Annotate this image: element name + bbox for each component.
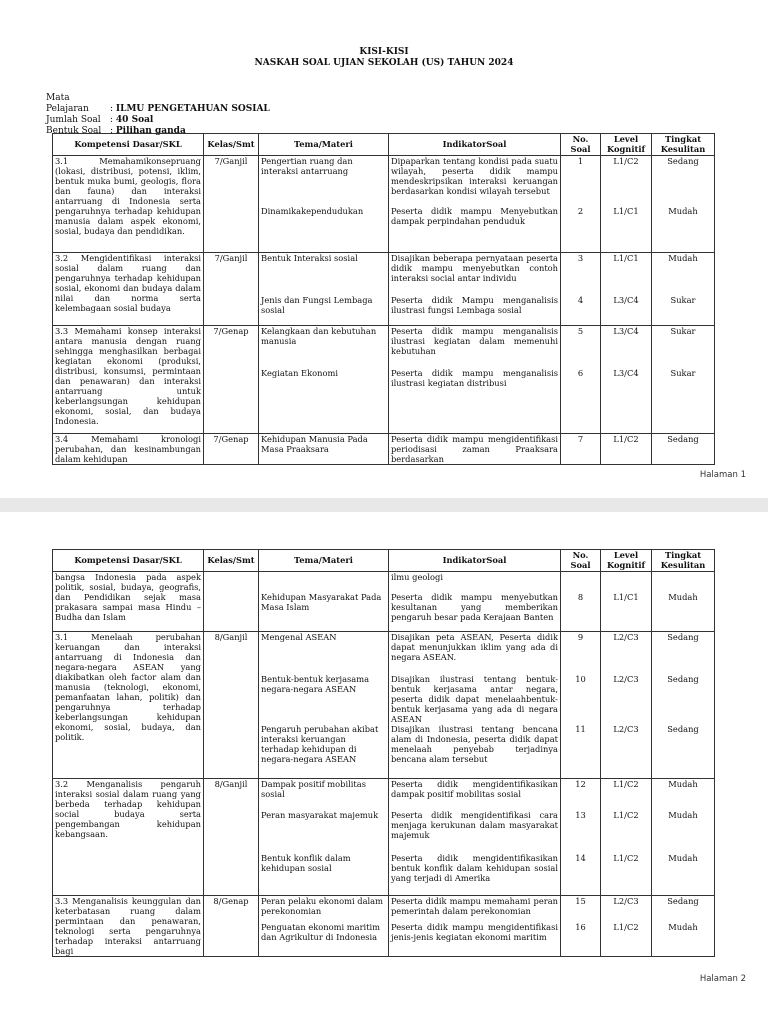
kd-cell: 3.1 Menelaah perubahan keruangan dan interaksi antarruang di Indonesia dan negara-negara ASEAN yang diakibatkan oleh factor alam dan manusia (teknologi, ekonomi, pemanfaatan lahan, politik) dan pengaruhnya terhadap keberlangsungan kehidupan ekonomi, sosial, budaya, dan politik. bbox=[53, 632, 204, 779]
kd-cell: 3.1 Memahamikonsepruang (lokasi, distribusi, potensi, iklim, bentuk muka bumi, geologis, flora dan fauna) dan interaksi antarruang di Indonesia serta pengaruhnya terhadap kehidupan manusia dalam aspek ekonomi, sosial, budaya dan pendidikan. bbox=[53, 156, 204, 253]
no-cell: 7 bbox=[561, 434, 601, 465]
no-cell: 8 bbox=[561, 572, 601, 632]
table-row bbox=[53, 779, 715, 896]
col-no-soal: No. Soal bbox=[561, 550, 601, 572]
tema-cell: Mengenal ASEAN Bentuk-bentuk kerjasama negara-negara ASEAN Pengaruh perubahan akibat interaksi keruangan terhadap kehidupan di negara-negara ASEAN bbox=[259, 632, 389, 779]
kelas-cell: 8/Ganjil bbox=[204, 632, 259, 779]
tema-cell: Dampak positif mobilitas sosial Peran masyarakat majemuk Bentuk konflik dalam kehidupan sosial bbox=[259, 779, 389, 896]
indikator-cell: Peserta didik mampu menganalisis ilustrasi kegiatan dalam memenuhi kebutuhan Peserta didik mampu menganalisis ilustrasi kegiatan distribusi bbox=[389, 326, 561, 434]
col-kompetensi: Kompetensi Dasar/SKL bbox=[53, 134, 204, 156]
indikator-cell: Disajikan peta ASEAN, Peserta didik dapat menunjukkan iklim yang ada di negara ASEAN. Disajikan ilustrasi tentang bentuk-bentuk kerjasama antar negara, peserta didik dapat menelaahbentuk-bentuk kerjasama yang ada di negara ASEAN Disajikan ilustrasi tentang bencana alam di Indonesia, peserta didik dapat menelaah penyebab terjadinya bencana alam tersebut bbox=[389, 632, 561, 779]
document-subtitle: NASKAH SOAL UJIAN SEKOLAH (US) TAHUN 2024 bbox=[254, 58, 514, 68]
indikator-cell: ilmu geologi Peserta didik mampu menyebutkan kesultanan yang memberikan pengaruh besar pada Kerajaan Banten bbox=[389, 572, 561, 632]
col-tingkat: Tingkat Kesulitan bbox=[652, 134, 715, 156]
level-cell: L1/C1 bbox=[601, 572, 652, 632]
level-cell: L2/C3 L2/C3 L2/C3 bbox=[601, 632, 652, 779]
col-tema: Tema/Materi bbox=[259, 550, 389, 572]
tingkat-cell: Mudah bbox=[652, 572, 715, 632]
tema-cell: Kehidupan Manusia Pada Masa Praaksara bbox=[259, 434, 389, 465]
kd-cell: 3.2 Menganalisis pengaruh interaksi sosial dalam ruang yang berbeda terhadap kehidupan social budaya serta pengembangan kehidupan kebangsaan. bbox=[53, 779, 204, 896]
kelas-cell: 7/Genap bbox=[204, 434, 259, 465]
indikator-cell: Dipaparkan tentang kondisi pada suatu wilayah, peserta didik mampu mendeskripsikan interaksi keruangan berdasarkan kondisi wilayah tersebut Peserta didik mampu Menyebutkan dampak perpindahan penduduk bbox=[389, 156, 561, 253]
tema-cell: Pengertian ruang dan interaksi antarruang Dinamikakependudukan bbox=[259, 156, 389, 253]
table-header-row bbox=[53, 134, 715, 156]
table-row bbox=[53, 632, 715, 779]
table-row bbox=[53, 434, 715, 465]
col-no-soal: No. Soal bbox=[561, 134, 601, 156]
col-level: Level Kognitif bbox=[601, 550, 652, 572]
kd-cell: 3.3 Menganalisis keunggulan dan keterbatasan ruang dalam permintaan dan penawaran, teknologi serta pengaruhnya terhadap interaksi antarruang bagi bbox=[53, 896, 204, 957]
table-row bbox=[53, 326, 715, 434]
meta-row-type: Bentuk Soal : Pilihan ganda bbox=[46, 126, 186, 136]
tema-cell: Kelangkaan dan kebutuhan manusia Kegiatan Ekonomi bbox=[259, 326, 389, 434]
page-2 bbox=[0, 512, 768, 1024]
tingkat-cell: Sedang Mudah bbox=[652, 156, 715, 253]
no-cell: 3 4 bbox=[561, 253, 601, 326]
level-cell: L1/C2 L1/C2 L1/C2 bbox=[601, 779, 652, 896]
level-cell: L1/C1 L3/C4 bbox=[601, 253, 652, 326]
document-title: KISI-KISI bbox=[359, 47, 409, 57]
level-cell: L2/C3 L1/C2 bbox=[601, 896, 652, 957]
col-tema: Tema/Materi bbox=[259, 134, 389, 156]
tingkat-cell: Sedang bbox=[652, 434, 715, 465]
tingkat-cell: Sedang Mudah bbox=[652, 896, 715, 957]
no-cell: 9 10 11 bbox=[561, 632, 601, 779]
tingkat-cell: Sedang Sedang Sedang bbox=[652, 632, 715, 779]
col-kompetensi: Kompetensi Dasar/SKL bbox=[53, 550, 204, 572]
kelas-cell: 8/Genap bbox=[204, 896, 259, 957]
no-cell: 1 2 bbox=[561, 156, 601, 253]
indikator-cell: Peserta didik mampu mengidentifikasi periodisasi zaman Praaksara berdasarkan bbox=[389, 434, 561, 465]
kelas-cell: 7/Ganjil bbox=[204, 156, 259, 253]
kd-cell: bangsa Indonesia pada aspek politik, sosial, budaya, geografis, dan Pendidikan sejak masa prakasara sampai masa Hindu – Budha dan Islam bbox=[53, 572, 204, 632]
indikator-cell: Disajikan beberapa pernyataan peserta didik mampu menyebutkan contoh interaksi social antar individu Peserta didik Mampu menganalisis ilustrasi fungsi Lembaga sosial bbox=[389, 253, 561, 326]
tema-cell: Bentuk Interaksi sosial Jenis dan Fungsi Lembaga sosial bbox=[259, 253, 389, 326]
col-tingkat: Tingkat Kesulitan bbox=[652, 550, 715, 572]
table-row bbox=[53, 572, 715, 632]
kisi-kisi-table-2 bbox=[52, 549, 715, 957]
tema-cell: Kehidupan Masyarakat Pada Masa Islam bbox=[259, 572, 389, 632]
table-row bbox=[53, 156, 715, 253]
kelas-cell bbox=[204, 572, 259, 632]
tingkat-cell: Mudah Mudah Mudah bbox=[652, 779, 715, 896]
table-row bbox=[53, 253, 715, 326]
no-cell: 5 6 bbox=[561, 326, 601, 434]
table-header-row bbox=[53, 550, 715, 572]
level-cell: L3/C4 L3/C4 bbox=[601, 326, 652, 434]
kelas-cell: 7/Ganjil bbox=[204, 253, 259, 326]
kd-cell: 3.2 Mengidentifikasi interaksi sosial dalam ruang dan pengaruhnya terhadap kehidupan sosial, ekonomi dan budaya dalam nilai dan norma serta kelembagaan sosial budaya bbox=[53, 253, 204, 326]
col-indikator: IndikatorSoal bbox=[389, 134, 561, 156]
col-level: Level Kognitif bbox=[601, 134, 652, 156]
level-cell: L1/C2 L1/C1 bbox=[601, 156, 652, 253]
level-cell: L1/C2 bbox=[601, 434, 652, 465]
document-meta bbox=[46, 93, 270, 137]
meta-row-subject: Mata Pelajaran : ILMU PENGETAHUAN SOSIAL bbox=[46, 93, 270, 114]
page-number: Halaman 2 bbox=[699, 974, 746, 984]
col-kelas: Kelas/Smt bbox=[204, 134, 259, 156]
kd-cell: 3.4 Memahami kronologi perubahan, dan kesinambungan dalam kehidupan bbox=[53, 434, 204, 465]
tingkat-cell: Sukar Sukar bbox=[652, 326, 715, 434]
table-row bbox=[53, 896, 715, 957]
kisi-kisi-table-1 bbox=[52, 133, 715, 465]
indikator-cell: Peserta didik mampu memahami peran pemerintah dalam perekonomian Peserta didik mampu mengidentifikasi jenis-jenis kegiatan ekonomi maritim bbox=[389, 896, 561, 957]
page-1 bbox=[0, 0, 768, 498]
col-kelas: Kelas/Smt bbox=[204, 550, 259, 572]
no-cell: 12 13 14 bbox=[561, 779, 601, 896]
tingkat-cell: Mudah Sukar bbox=[652, 253, 715, 326]
page-number: Halaman 1 bbox=[699, 470, 746, 480]
kelas-cell: 8/Ganjil bbox=[204, 779, 259, 896]
meta-row-count: Jumlah Soal : 40 Soal bbox=[46, 115, 154, 125]
tema-cell: Peran pelaku ekonomi dalam perekonomian Penguatan ekonomi maritim dan Agrikultur di Indonesia bbox=[259, 896, 389, 957]
kelas-cell: 7/Genap bbox=[204, 326, 259, 434]
no-cell: 15 16 bbox=[561, 896, 601, 957]
col-indikator: IndikatorSoal bbox=[389, 550, 561, 572]
kd-cell: 3.3 Memahami konsep interaksi antara manusia dengan ruang sehingga menghasilkan berbagai kegiatan ekonomi (produksi, distribusi, konsumsi, permintaan dan penawaran) dan interaksi antarruang untuk keberlangsungan kehidupan ekonomi, sosial, dan budaya Indonesia. bbox=[53, 326, 204, 434]
indikator-cell: Peserta didik mengidentifikasikan dampak positif mobilitas sosial Peserta didik mengidentifikasi cara menjaga kerukunan dalam masyarakat majemuk Peserta didik mengidentifikasikan bentuk konflik dalam kehidupan sosial yang terjadi di Amerika bbox=[389, 779, 561, 896]
